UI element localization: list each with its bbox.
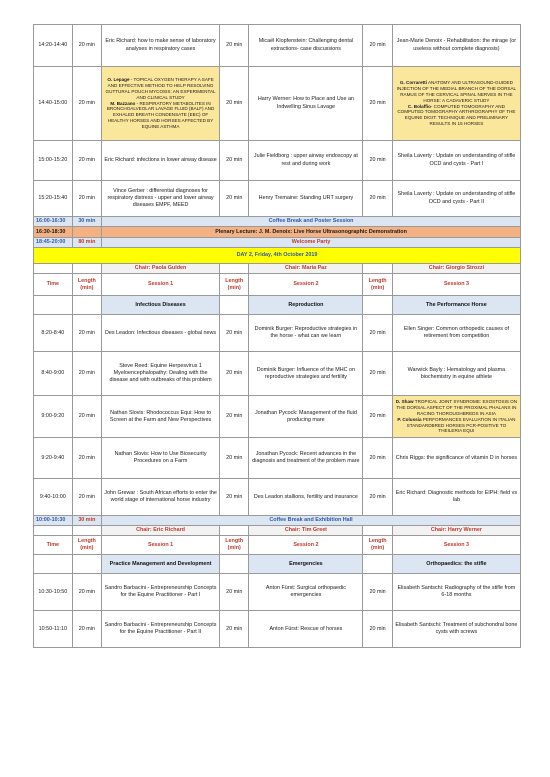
length-cell: 20 min bbox=[72, 67, 101, 141]
speaker-name: M. Bazzano bbox=[110, 100, 136, 106]
chair-name: Chair: Paola Gulden bbox=[102, 264, 220, 274]
coffee-break-label: Coffee Break and Poster Session bbox=[102, 217, 521, 227]
length-cell: 20 min bbox=[72, 479, 101, 516]
length-cell: 20 min bbox=[363, 67, 392, 141]
session-theme: Infectious Diseases bbox=[102, 296, 220, 315]
session1-talk: John Grewar : South African efforts to enter the world stage of international horse industry bbox=[102, 479, 220, 516]
time-header: Time bbox=[34, 274, 73, 296]
session3-talk: Sheila Laverty : Update on understanding of stifle OCD and cysts - Part I bbox=[392, 141, 520, 181]
session-theme: Emergencies bbox=[249, 555, 363, 574]
session2-talk: Dominik Burger: Reproductive strategies in the horse - what can we learn bbox=[249, 315, 363, 352]
time-cell: 8:20-8:40 bbox=[34, 315, 73, 352]
table-row bbox=[34, 315, 521, 352]
time-cell: 9:00-9:20 bbox=[34, 396, 73, 438]
session-header: Session 2 bbox=[249, 536, 363, 555]
table-row bbox=[34, 67, 521, 141]
length-cell: 20 min bbox=[363, 352, 392, 396]
time-cell: 18:45-20:00 bbox=[34, 238, 73, 248]
session1-talk: Sandro Barbacini - Entrepreneurship Concepts for the Equine Practitioner - Part II bbox=[102, 611, 220, 648]
length-cell: 20 min bbox=[363, 574, 392, 611]
length-cell: 20 min bbox=[220, 25, 249, 67]
length-cell: 20 min bbox=[363, 611, 392, 648]
session3-talk: Warwick Bayly : Hematology and plasma biochemistry in equine athlete bbox=[392, 352, 520, 396]
length-cell: 20 min bbox=[72, 574, 101, 611]
coffee-break-label: Coffee Break and Exhibition Hall bbox=[102, 516, 521, 526]
session2-talk: Harry Werner: How to Place and Use an Indwelling Sinus Lavage bbox=[249, 67, 363, 141]
session-header: Session 1 bbox=[102, 274, 220, 296]
abstract-title: ANATOMY AND ULTRASOUND-GUIDED INJECTION OF THE MEDIAL BRANCH OF THE DORSAL RAMUS OF THE CERVICAL SPINAL NERVES IN THE HORSE: A CADAVERIC STUDY bbox=[396, 79, 517, 103]
session-header: Session 3 bbox=[392, 274, 520, 296]
session1-talk: Eric Richard: how to make sense of laboratory analyses in respiratory cases bbox=[102, 25, 220, 67]
session1-talk: Sandro Barbacini - Entrepreneurship Concepts for the Equine Practitioner - Part I bbox=[102, 574, 220, 611]
session-header: Session 1 bbox=[102, 536, 220, 555]
session3-talk: Chris Riggs: the significance of vitamin D in horses bbox=[392, 438, 520, 479]
plenary-label: Plenary Lecture: J. M. Denoix: Live Horse Ultrasonographic Demonstration bbox=[102, 227, 521, 238]
abstract-title: TROPICAL JOINT SYNDROME: EXOSTOSIS ON THE DORSAL ASPECT OF THE PROXIMAL PHALANX IN RACING THOROUGHBREDS IN ASIA bbox=[396, 398, 518, 416]
session2-talk: Micaël Klopfenstein: Challenging dental extractions- case discussions bbox=[249, 25, 363, 67]
coffee-break-row bbox=[34, 217, 521, 227]
length-cell: 20 min bbox=[72, 396, 101, 438]
session-theme: Reproduction bbox=[249, 296, 363, 315]
length-cell: 20 min bbox=[72, 25, 101, 67]
session3-abstracts bbox=[392, 67, 520, 141]
session2-talk: Anton Fürst: Surgical orthopaedic emergencies bbox=[249, 574, 363, 611]
session-header-row bbox=[34, 274, 521, 296]
time-cell: 16:30-18:30 bbox=[34, 227, 73, 238]
session1-talk: Des Leadon: Infectious diseases - global news bbox=[102, 315, 220, 352]
length-cell: 20 min bbox=[363, 141, 392, 181]
length-cell: 20 min bbox=[72, 181, 101, 217]
time-cell: 16:00-16:30 bbox=[34, 217, 73, 227]
chair-row bbox=[34, 526, 521, 536]
session3-talk: Elisabeth Santschi: Treatment of subchondral bone cysts with screws bbox=[392, 611, 520, 648]
time-cell: 15:20-15:40 bbox=[34, 181, 73, 217]
session2-talk: Jonathan Pycock: Recent advances in the diagnosis and treatment of the problem mare bbox=[249, 438, 363, 479]
welcome-row bbox=[34, 238, 521, 248]
speaker-name: D. Shaw bbox=[395, 398, 414, 404]
length-cell: 30 min bbox=[72, 217, 101, 227]
time-cell: 10:50-11:10 bbox=[34, 611, 73, 648]
table-row bbox=[34, 574, 521, 611]
length-cell: 20 min bbox=[72, 141, 101, 181]
session-header-row bbox=[34, 536, 521, 555]
session2-talk: Des Leadon stallions, fertility and insurance bbox=[249, 479, 363, 516]
length-cell: 20 min bbox=[72, 438, 101, 479]
chair-name: Chair: Eric Richard bbox=[102, 526, 220, 536]
length-cell: 20 min bbox=[363, 181, 392, 217]
session3-talk: Ellen Singer: Common orthopedic causes of retirement from competition bbox=[392, 315, 520, 352]
session2-talk: Jonathan Pycock: Management of the fluid producing mare bbox=[249, 396, 363, 438]
time-cell: 10:30-10:50 bbox=[34, 574, 73, 611]
session2-talk: Anton Fürst: Rescue of horses bbox=[249, 611, 363, 648]
table-row bbox=[34, 25, 521, 67]
length-cell: 20 min bbox=[220, 396, 249, 438]
time-cell: 9:40-10:00 bbox=[34, 479, 73, 516]
session-theme: Orthopaedics: the stifle bbox=[392, 555, 520, 574]
length-cell: 20 min bbox=[220, 67, 249, 141]
time-cell: 14:20-14:40 bbox=[34, 25, 73, 67]
session1-talk: Steve Reed: Equine Herpesvirus 1 Myeloencephalopathy: Dealing with the disease and with outbreaks of this problem bbox=[102, 352, 220, 396]
length-cell: 20 min bbox=[220, 611, 249, 648]
length-cell: 20 min bbox=[72, 611, 101, 648]
session-theme: The Performance Horse bbox=[392, 296, 520, 315]
length-header: Length (min) bbox=[220, 274, 249, 296]
chair-name: Chair: Harry Werner bbox=[392, 526, 520, 536]
speaker-name: P. Colussia bbox=[397, 416, 422, 422]
length-cell: 30 min bbox=[72, 516, 101, 526]
time-cell: 9:20-9:40 bbox=[34, 438, 73, 479]
length-header: Length (min) bbox=[72, 536, 101, 555]
chair-name: Chair: Tim Greet bbox=[249, 526, 363, 536]
session2-talk: Julie Fieldborg : upper airway endoscopy at rest and during work bbox=[249, 141, 363, 181]
table-row bbox=[34, 396, 521, 438]
abstract-title: - COMPUTED TOMOGRAPHY AND COMPUTED TOMOGRAPHY ARTHROGRAPHY OF THE EQUINE DIGIT: TECHNIQUE AND PRELIMINARY RESULTS IN 15 HORSES bbox=[397, 103, 516, 127]
length-cell: 20 min bbox=[363, 479, 392, 516]
time-cell: 10:00-10:30 bbox=[34, 516, 73, 526]
time-cell: 15:00-15:20 bbox=[34, 141, 73, 181]
time-cell: 14:40-15:00 bbox=[34, 67, 73, 141]
table-row bbox=[34, 352, 521, 396]
length-cell: 20 min bbox=[220, 479, 249, 516]
table-row bbox=[34, 141, 521, 181]
speaker-name: C. Bolaffio bbox=[407, 103, 431, 109]
session1-talk: Vince Gerber : differential diagnoses for respiratory distress - upper and lower airway diseases EMPF, MEED bbox=[102, 181, 220, 217]
theme-row bbox=[34, 555, 521, 574]
session3-abstracts bbox=[392, 396, 520, 438]
schedule-table bbox=[33, 24, 521, 648]
length-cell: 20 min bbox=[220, 315, 249, 352]
abstract-title: - RESPIRATORY METABOLITES IN BRONCHOALVEOLAR LAVAGE FLUID (BALF) AND EXHALED BREATH CONDENSATE (EBC) OF HEALTHY HORSES AND HORSES AFFECTED BY EQUINE ASTHMA bbox=[106, 100, 215, 130]
length-cell: 80 min bbox=[72, 238, 101, 248]
session1-abstracts bbox=[102, 67, 220, 141]
chair-name: Chair: Giorgio Strozzi bbox=[392, 264, 520, 274]
length-cell: 20 min bbox=[363, 396, 392, 438]
length-cell: 20 min bbox=[363, 438, 392, 479]
length-cell: 20 min bbox=[72, 315, 101, 352]
table-row bbox=[34, 479, 521, 516]
session3-talk: Eric Richard: Diagnostic methods for EIPH: field vs lab bbox=[392, 479, 520, 516]
length-cell: 20 min bbox=[363, 315, 392, 352]
session3-talk: Elisabeth Santschi: Radiography of the stifle from 6-18 months bbox=[392, 574, 520, 611]
length-header: Length (min) bbox=[72, 274, 101, 296]
length-cell: 20 min bbox=[220, 574, 249, 611]
table-row bbox=[34, 438, 521, 479]
session2-talk: Dominik Burger: Influence of the MHC on reproductive strategies and fertility bbox=[249, 352, 363, 396]
length-header: Length (min) bbox=[363, 274, 392, 296]
table-row bbox=[34, 611, 521, 648]
session-header: Session 2 bbox=[249, 274, 363, 296]
chair-name: Chair: Maria Paz bbox=[249, 264, 363, 274]
length-header: Length (min) bbox=[220, 536, 249, 555]
session1-talk: Nathan Slovis: How to Use Biosecurity Procedures on a Farm bbox=[102, 438, 220, 479]
time-cell: 8:40-9:00 bbox=[34, 352, 73, 396]
length-cell: 20 min bbox=[363, 25, 392, 67]
session1-talk: Nathan Slovis: Rhodococcus Equi: How to Screen at the Farm and New Perspectives bbox=[102, 396, 220, 438]
length-header: Length (min) bbox=[363, 536, 392, 555]
length-cell: 20 min bbox=[220, 181, 249, 217]
session3-talk: Jean-Marie Denoix - Rehabilitation: the mirage (or useless without complete diagnosis) bbox=[392, 25, 520, 67]
day-header-row bbox=[34, 248, 521, 264]
speaker-name: O. Lepage bbox=[107, 76, 130, 82]
table-row bbox=[34, 181, 521, 217]
session1-talk: Eric Richard: infections in lower airway disease bbox=[102, 141, 220, 181]
session-theme: Practice Management and Development bbox=[102, 555, 220, 574]
chair-row bbox=[34, 264, 521, 274]
length-cell: 20 min bbox=[220, 141, 249, 181]
length-cell: 20 min bbox=[72, 352, 101, 396]
coffee-break-row bbox=[34, 516, 521, 526]
session-header: Session 3 bbox=[392, 536, 520, 555]
session2-talk: Henry Tremaine: Standing URT surgery bbox=[249, 181, 363, 217]
length-cell: 20 min bbox=[220, 438, 249, 479]
time-header: Time bbox=[34, 536, 73, 555]
abstract-title: PERFORMANCES EVALUATION IN ITALIAN STANDARDBRED HORSES PCR-POSITIVE TO THEILERIA EQUI bbox=[406, 416, 516, 434]
theme-row bbox=[34, 296, 521, 315]
abstract-title: - TOPICAL OXYGEN THERAPY A SAFE AND EFFECTIVE METHOD TO HELP RESOLVING GUTTURAL POUCH MYCOSIS: AN EXPERIMENTAL AND CLINICAL STUDY bbox=[105, 76, 216, 100]
welcome-label: Welcome Party bbox=[102, 238, 521, 248]
day-title: DAY 2, Friday, 4th October 2019 bbox=[34, 248, 521, 264]
speaker-name: G. Corraretti bbox=[399, 79, 427, 85]
plenary-row bbox=[34, 227, 521, 238]
length-cell bbox=[72, 227, 101, 238]
length-cell: 20 min bbox=[220, 352, 249, 396]
session3-talk: Sheila Laverty : Update on understanding of stifle OCD and cysts - Part II bbox=[392, 181, 520, 217]
